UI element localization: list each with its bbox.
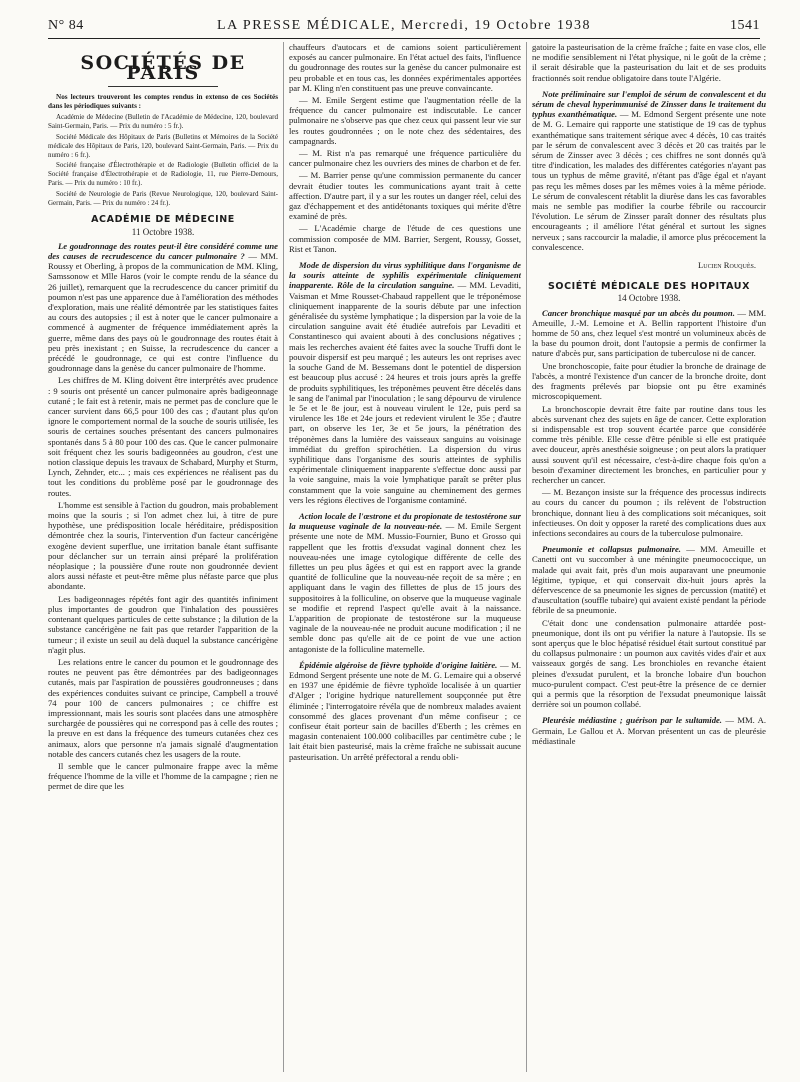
- paragraph: — M. Emile Sergent estime que l'augmentation réelle de la fréquence du cancer pulmonaire est indiscutable. Le cancer pulmonaire ne s'observe pas que chez ceux qui passent leur vie sur les routes goudronnées ; on le note chez des sédentaires, des campagnards.: [289, 95, 521, 146]
- society-note: Société française d'Électrothérapie et de Radiologie (Bulletin officiel de la Société française d'Électrothérapie et de Radiologie, 11, rue Pierre-Demours, Paris. — Prix du numéro : 10 fr.).: [48, 161, 278, 187]
- main-title: SOCIÉTÉS DE PARIS: [80, 52, 246, 85]
- paragraph: — M. Edmond Sergent présente une note de M. G. Lemaire qui a observé en 1937 une épidémie de fièvre typhoïde localisée à un quartier d'Alger ; l'origine hydrique naturellement soupçonnée put être éliminée ; l'interrogatoire révéla que de nombreux malades avaient consommé des glaces provenant d'un même confiseur ; ce confiseur était porteur sain de bacilles d'Eberth ; les crèmes en magasin contenaient 100.000 colibacilles par centimètre cube ; le lait était bien pasteurisé, mais la crème fraîche ne subissait aucune pasteurisation. Un arrêté préfectoral a rendu obli-: [289, 659, 521, 762]
- paragraph: Les badigeonnages répétés font agir des quantités infiniment plus importantes de goudron que l'inhalation des poussières contenant quelques particules de cette substance ; la dilution de la substance cancérigène ne fait pas que retarder l'apparition de la tumeur ; il existe un seuil au delà duquel la substance cancérigène n'agit plus.: [48, 593, 278, 655]
- article-title: Le goudronnage des routes peut-il être considéré comme une des causes de recrudescence du cancer pulmonaire ?: [48, 240, 278, 261]
- paragraph: — L'Académie charge de l'étude de ces questions une commission composée de MM. Barrier, Sergent, Roussy, Gosset, Rist et Tanon.: [289, 223, 521, 254]
- paragraph: L'homme est sensible à l'action du goudron, mais probablement moins que la souris ; si l'on admet chez lui, à titre de pure hypothèse, une prédisposition locale héréditaire, prédisposition démontrée chez la souris, l'intervention d'un facteur cancérigène exogène devient superflue, une irritation banale étant suffisante pour déclancher sur un terrain ainsi préparé la prolifération néoplasique ; la poussière d'une route non goudronnée devient alors aussi néfaste et peut-être même plus néfaste parce que plus abondante.: [48, 499, 278, 592]
- page-number: 1541: [730, 18, 760, 33]
- author-signature: Lucien Rouquès.: [698, 260, 756, 271]
- session-date: 14 Octobre 1938.: [617, 293, 681, 304]
- article-title: Mode de dispersion du virus syphilitique dans l'organisme de la souris atteinte de syphilis expérimentale cliniquement inapparente. Rôle de la circulation sanguine.: [289, 260, 521, 291]
- article-title: Action locale de l'œstrone et du propionate de testostérone sur la muqueuse vaginale de la nouveau-née.: [289, 510, 521, 532]
- paragraph: Les relations entre le cancer du poumon et le goudronnage des routes ne peuvent pas être démontrées par des badigeonnages cutanés, mais par l'aspiration de poussières goudronneuses ; dans des expériences conduites suivant ce principe, Campbell a trouvé 74 pour 100 de cancers pulmonaires ; ce chiffre est impressionnant, mais les souris sont placées dans une atmosphère surchargée de poussières qui ne correspond pas à celle des routes ; la preuve en est dans la fréquence des tumeurs cutanées chez ces animaux, alors que personne n'a jamais signalé d'augmentation notable des cancers cutanés chez les usagers de la route.: [48, 656, 278, 759]
- article-title: Cancer bronchique masqué par un abcès du poumon.: [542, 307, 735, 318]
- journal-title-date: LA PRESSE MÉDICALE, Mercredi, 19 Octobre 1938: [217, 18, 591, 33]
- paragraph: — MM. Ameuille, J.-M. Lemoine et A. Bellin rapportent l'histoire d'un homme de 50 ans, chez lequel s'est montré un volumineux abcès de la base du poumon droit, dont l'autopsie a permis de confirmer la nature d'abcès pur, sans participation de tuberculose ni de cancer.: [532, 307, 766, 359]
- article-title: Pleurésie médiastine ; guérison par le sultamide.: [542, 715, 722, 726]
- paragraph: gatoire la pasteurisation de la crème fraîche ; faite en vase clos, elle ne modifie sensiblement ni l'état physique, ni le goût de la crème ; il serait désirable que la pasteurisation du lait et de ses produits fractionnés soit rendue obligatoire dans toute l'Algérie.: [532, 42, 766, 83]
- paragraph: — M. Barrier pense qu'une commission permanente du cancer devrait étudier toutes les communications ayant trait à cette affection. D'autre part, il y a sur les routes un danger réel, celui des gaz d'échappement et des antidétonants toxiques qui mérite d'être examiné de près.: [289, 170, 521, 222]
- paragraph: — M. Bezançon insiste sur la fréquence des processus indirects au cours du cancer du poumon ; ils relèvent de l'obstruction bronchique, donnant lieu à des complications soit mécaniques, soit infectieuses. On doit y opposer la rareté des complications dues aux infections secondaires au cours de la tuberculose pulmonaire.: [532, 487, 766, 538]
- society-note: Société Médicale des Hôpitaux de Paris (Bulletins et Mémoires de la Société médicale des Hôpitaux de Paris, 120, boulevard Saint-Germain, Paris. — Prix du numéro : 6 fr.).: [48, 133, 278, 159]
- section-heading: SOCIÉTÉ MÉDICALE DES HOPITAUX: [547, 281, 751, 293]
- paragraph: — MM. Levaditi, Vaisman et Mme Rousset-Chabaud rappellent que le tréponémose cliniquement inapparente de la souris débute par une infection généralisée du système lymphatique ; la dispersion par la voie de la circulation sanguine avait été étudiée autrefois par Levaditi et Constantinesco qui avaient abouti à des conclusions négatives ; mais les recherches avaient été faites avec la souche Truffi dont le pouvoir dispersif est peu marqué ; les auteurs les ont reprises avec la souche Gand de M. Bessemans dont le potentiel de dispersion est beaucoup plus accusé : 24 heures et trois jours après la greffe de produits syphilitiques, les tréponèmes peuvent être décelés dans le sang de l'animal par l'inoculation ; le sang dépourvu de virulence le 5e et le 8e jour, est à nouveau virulent le 12e, puis perd sa virulence les 18e et 24e jours et redevient virulent le 35e ; d'autre part, on observe les 1er, 3e et 5e jours, la pénétration des tréponèmes dans la lumière des vaisseaux sanguins au voisinage immédiat du greffon spirochétien. La dispersion du virus syphilitique dans l'organisme des souris atteintes de syphilis expérimentale cliniquement inapparente s'effectue donc aussi par la voie sanguine, mais la voie lymphatique paraît se prêter plus constamment que la voie sanguine au cheminement des germes vers les régions électives de l'organisme contaminé.: [289, 280, 521, 505]
- issue-number: N° 84: [48, 18, 84, 33]
- paragraph: — MM. A. Germain, Le Gallou et A. Morvan présentent un cas de pleurésie médiastinale: [532, 715, 766, 746]
- column-divider: [283, 42, 284, 1072]
- paragraph: Les chiffres de M. Kling doivent être interprétés avec prudence : 9 souris ont présenté un cancer pulmonaire après badigeonnage cutané ; le fait est à retenir, mais ne permet pas de conclure que le cancer survient dans 66,5 pour 100 des cas ; d'autant plus qu'on ignore le comportement normal de la souche de souris utilisée, les souris de certaines souches présentant des cancers pulmonaires spontanés dans 5 à 80 pour 100 des cas. Que le cancer pulmonaire soit fréquent chez les souris badigeonnées au goudron, c'est une notion classique depuis les travaux de Schabard, Murphy et Sturm, Lynch, Zehnder, etc... ; mais ces expériences ne réalisent pas du tout les conditions du problème posé par le goudronnage des routes.: [48, 375, 278, 498]
- paragraph: — MM. Roussy et Oberling, à propos de la communication de MM. Kling, Samssonow et Mlle Haros (voir le compte rendu de la séance du 26 juillet), remarquent que la recrudescence du cancer primitif du poumon n'est pas une apparence due à l'amélioration des méthodes d'exploration, mais une réalité démontrée par les statistiques faites au cours des autopsies ; il est à noter que le cancer pulmonaire a commencé à augmenter de fréquence immédiatement après la guerre, même dans des pays où le goudronnage des routes était à peu près inexistant ; en Suisse, la recrudescence du cancer a précédé le goudronnage, ce qui est contre l'influence du goudronnage dans la genèse du cancer pulmonaire de l'homme.: [48, 250, 278, 374]
- intro-text: Nos lecteurs trouveront les comptes rendus in extenso de ces Sociétés dans les périodiques suivants :: [48, 93, 278, 111]
- title-rule: [108, 86, 218, 87]
- society-note: Société de Neurologie de Paris (Revue Neurologique, 120, boulevard Saint-Germain, Paris. — Prix du numéro : 24 fr.).: [48, 189, 278, 207]
- paragraph: Une bronchoscopie, faite pour étudier la bronche de drainage de l'abcès, a montré l'existence d'un cancer de la bronche droite, dont des fragments prélevés par biopsie ont pu être examinés microscopiquement.: [532, 360, 766, 402]
- paragraph: La bronchoscopie devrait être faite par routine dans tous les abcès survenant chez des sujets en âge de cancer. Cette exploration si indispensable est trop souvent écartée parce que considérée comme très pénible. Elle cesse d'être pénible si elle est pratiquée avec douceur, après anesthésie soigneuse ; on peut alors la pratiquer aussi souvent qu'il est nécessaire, c'est-à-dire chaque fois qu'on a besoin d'examiner directement les bronches, en particulier pour y rechercher un cancer.: [532, 403, 766, 485]
- intro-block: [48, 93, 278, 207]
- column-2: [289, 42, 521, 1074]
- paragraph: — M. Emile Sergent présente une note de MM. Mussio-Fournier, Buno et Grosso qui rappellent que les frottis d'exsudat vaginal donnent chez les nouveau-nées une image cytologique différente de celle des fillettes un peu plus âgées et qui est en rapport avec la grande quantité de folliculine que la nouveau-née reçoit de sa mère ; en appliquant dans le vagin des fillettes de plus de 15 jours des suppositoires à la folliculine, on observe que la muqueuse vaginale se modifie et reprend l'aspect qu'elle avait à la naissance. L'apparition de propionate de testostérone sur la muqueuse vaginale de la nouveau-née ne produit aucune modification ; il ne semble donc pas qu'elle ait de ce point de vue une action antagoniste de la folliculine maternelle.: [289, 521, 521, 654]
- page-header: [48, 14, 760, 39]
- paragraph: C'était donc une condensation pulmonaire attardée post-pneumonique, dont ils ont pu vérifier la nature à l'autopsie. Ils se sont aperçus que le bloc hépatisé résiduel était surtout constitué par du collapsus pulmonaire : un poumon aux cavités vides d'air et aux vaisseaux gorgés de sang. Les bronchioles en revanche étaient pleines d'exsudat purulent, et la bronche lobaire d'un bouchon muco-purulent compact. C'est peut-être la présence de ce dernier qui a permis que la résorption de l'exsudat pneumonique laissât derrière soi un poumon collabé.: [532, 617, 766, 710]
- article-title: Pneumonie et collapsus pulmonaire.: [542, 544, 681, 555]
- article-title: Note préliminaire sur l'emploi de sérum de convalescent et du sérum de cheval hyperimmunisé de Zinsser dans le traitement du typhus exanthématique.: [532, 88, 766, 120]
- column-3: [532, 42, 766, 1074]
- society-note: Académie de Médecine (Bulletin de l'Académie de Médecine, 120, boulevard Saint-Germain, Paris. — Prix du numéro : 5 fr.).: [48, 113, 278, 131]
- paragraph: — M. Edmond Sergent présente une note de M. G. Lemaire qui rapporte une statistique de 19 cas de typhus exanthématique sans traitement sérique avec 4 décès, 10 cas traités par le sérum de convalescent avec 3 décès et 20 cas traités par le sérum de Zinsser avec 3 décès ; ces chiffres ne sont donnés qu'à titre d'indication, les malades des différentes catégories n'ayant pas tous un typhus de même gravité, n'étant pas d'âge égal et n'ayant pas reçu les mêmes doses par les mêmes voies à la même période. Le sérum de convalescent rétablit la diurèse dans les cas favorables mais ne semble pas modifier la courbe fébrile ou raccourcir l'évolution. Le sérum de Zinsser paraît donner des résultats plus encourageants ; il améliore l'état général et surtout les signes nerveux ; sans raccourcir la maladie, il amorce plus précocement la convalescence.: [532, 109, 766, 252]
- paragraph: chauffeurs d'autocars et de camions soient particulièrement exposés au cancer pulmonaire. En l'état actuel des faits, l'influence du goudronnage des routes sur la genèse du cancer pulmonaire est peu probable et en tous cas, les données expérimentales apportées par M. Kling n'en constituent pas une preuve convaincante.: [289, 42, 521, 93]
- column-divider: [526, 42, 527, 1072]
- session-date: 11 Octobre 1938.: [131, 226, 195, 237]
- paragraph: Il semble que le cancer pulmonaire frappe avec la même fréquence l'homme de la ville et l'homme de la campagne ; rien ne permet de dire que les: [48, 760, 278, 792]
- column-1: [48, 42, 278, 1074]
- article-title: Épidémie algéroise de fièvre typhoïde d'origine laitière.: [299, 659, 498, 670]
- paragraph: — M. Rist n'a pas remarqué une fréquence particulière du cancer pulmonaire chez les ouvriers des mines de charbon et de fer.: [289, 148, 521, 169]
- section-heading: ACADÉMIE DE MÉDECINE: [91, 214, 235, 226]
- paragraph: — MM. Ameuille et Canetti ont vu succomber à une méningite pneumococcique, un malade qui avait fait, près d'un mois auparavant une pneumonie légitime, typique, et qui conservait dix-huit jours après la défervescence de sa pneumonie les signes de percussion (matité) et d'auscultation (souffle tubaire) qui avaient existé pendant la période fébrile de sa pneumonie.: [532, 544, 766, 616]
